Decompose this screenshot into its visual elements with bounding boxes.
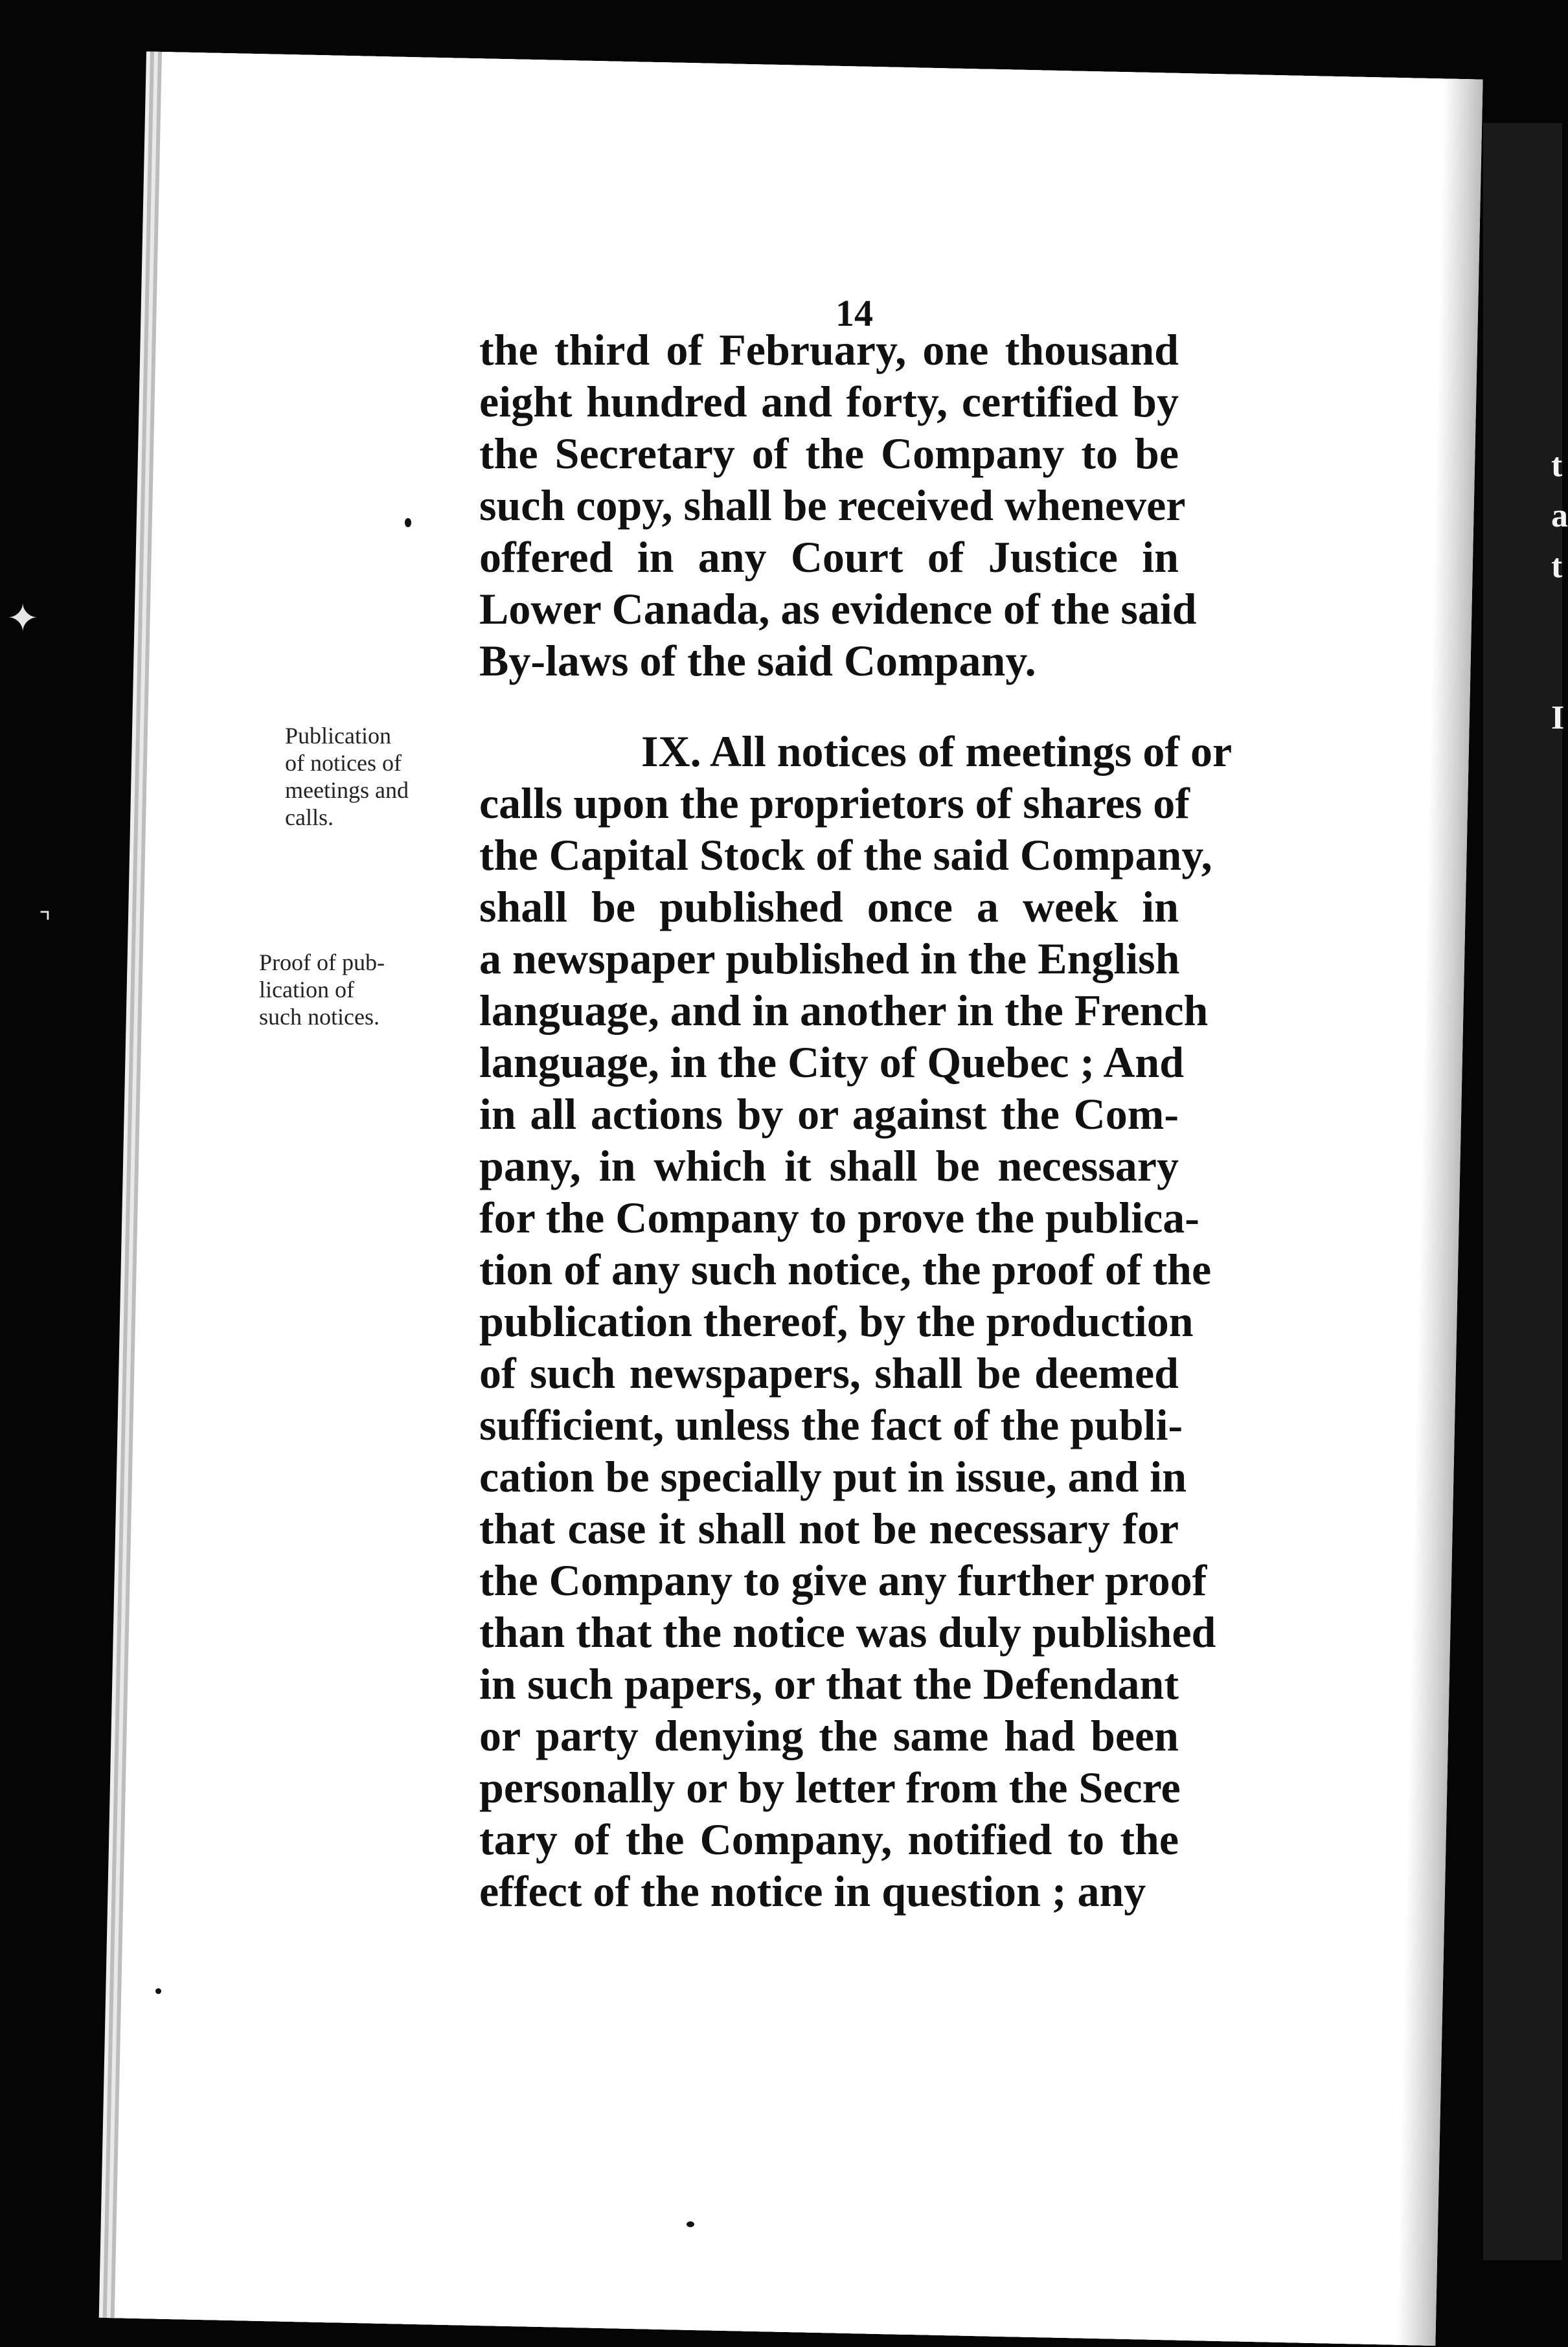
facing-fragment: t [1551,548,1563,585]
margin-note-line: of notices of [285,750,402,776]
text-line: for the Company to prove the publica- [479,1193,1199,1242]
text-line: publication thereof, by the production [479,1297,1194,1346]
margin-note-proof [259,949,473,1030]
text-line: language, in the City of Quebec ; And [479,1037,1185,1087]
text-line: a newspaper published in the English [479,934,1180,983]
text-line: tary of the Company, notified to the [479,1815,1179,1864]
facing-page-edge [1483,123,1562,2260]
paper-speck [155,1988,161,1994]
text-line: the third of February, one thousand [479,325,1179,374]
margin-note-publication [285,722,499,831]
text-line: sufficient, unless the fact of the publi- [479,1400,1183,1449]
text-line: offered in any Court of Justice in [479,532,1179,582]
text-line: eight hundred and forty, certified by [479,377,1179,426]
text-line: tion of any such notice, the proof of the [479,1245,1212,1294]
facing-fragment [1551,592,1568,642]
text-line: that case it shall not be necessary for [479,1504,1179,1553]
text-line: language, and in another in the French [479,986,1209,1035]
scan-artifact-mark: ⌝ [39,907,51,936]
page-gutter-shadow [1396,78,1483,2345]
margin-note-line: calls. [285,804,334,830]
text-line: IX. All notices of meetings of or [641,727,1233,776]
paper-speck [687,2221,694,2227]
text-line: such copy, shall be received whenever [479,481,1186,530]
text-line: By-laws of the said Company. [479,636,1036,685]
facing-page-fragments [1551,440,1568,743]
margin-note-line: such notices. [259,1004,380,1030]
section-ix-paragraph [479,725,1233,1917]
scan-artifact-mark: ✦ [6,597,40,640]
text-line: pany, in which it shall be necessary [479,1141,1179,1190]
margin-note-line: Publication [285,723,391,749]
text-line: the Secretary of the Company to be [479,429,1179,478]
text-line: the Capital Stock of the said Company, [479,830,1212,879]
margin-note-line: Proof of pub- [259,949,385,975]
paragraph-continuation [479,324,1197,686]
text-line: or party denying the same had been [479,1711,1179,1760]
text-line: than that the notice was duly published [479,1607,1216,1657]
text-line: in such papers, or that the Defendant [479,1659,1179,1708]
text-line: in all actions by or against the Com- [479,1089,1179,1139]
margin-note-line: meetings and [285,777,409,803]
text-line: of such newspapers, shall be deemed [479,1348,1179,1398]
text-line: Lower Canada, as evidence of the said [479,584,1197,633]
facing-fragment: a [1551,497,1568,534]
paper-speck [405,518,411,527]
facing-fragment [1551,642,1568,693]
facing-fragment: t [1551,447,1563,484]
margin-note-line: lication of [259,977,354,1003]
text-line: personally or by letter from the Secre [479,1763,1181,1812]
page-number: 14 [835,292,873,334]
text-line: effect of the notice in question ; any [479,1866,1146,1916]
facing-fragment: I [1551,699,1565,736]
text-line: the Company to give any further proof [479,1556,1207,1605]
text-line: shall be published once a week in [479,882,1179,931]
text-line: cation be specially put in issue, and in [479,1452,1187,1501]
text-line: calls upon the proprietors of shares of [479,778,1190,828]
